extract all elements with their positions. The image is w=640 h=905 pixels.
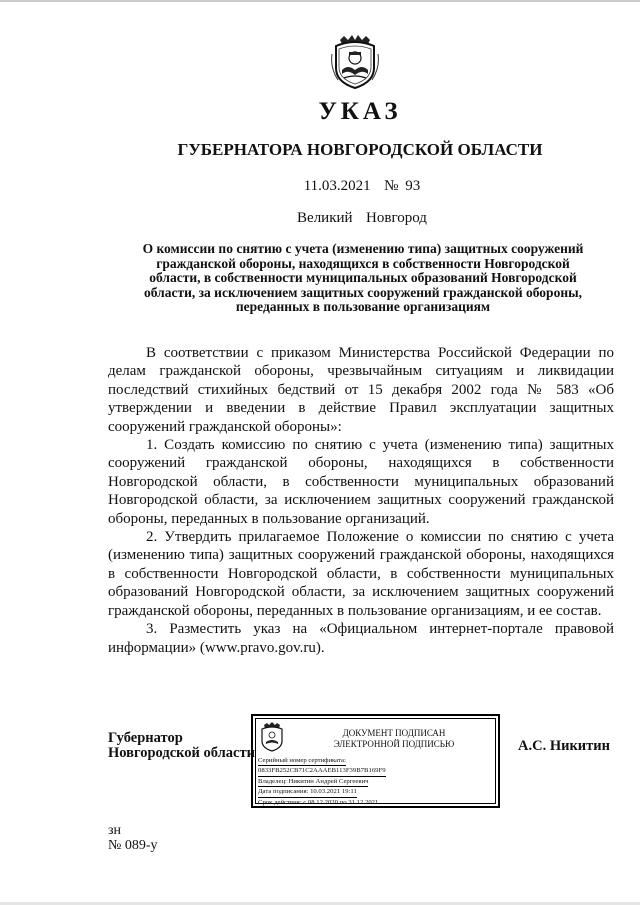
date-number: 11.03.2021 № 93 [303, 178, 421, 194]
stamp-coat-of-arms-icon [259, 722, 285, 752]
preamble-paragraph: В соответствии с приказом Министерства Российской Федерации по делам гражданской обороны, чрезвычайным ситуациям и ликвидации последствий стихийных бедствий от 15 декабря 2002 года № 583 «Об утверждении и введении в действие Правил эксплуатации защитных сооружений гражданской обороны»: [108, 345, 614, 435]
executor-initials: зн [108, 823, 122, 838]
subject-line: области, в собственности муниципальных образований Новгородской [149, 270, 577, 285]
item-2-paragraph: 2. Утвердить прилагаемое Положение о комиссии по снятию с учета (изменению типа) защитных сооружений гражданской обороны, находящихся в собственности Новгородской области, в собственности муниципальных образований Новгородской области, за исключением защитных сооружений гражданской обороны, переданных в пользование организациям, и ее состав. [108, 529, 614, 619]
signer-position [108, 731, 255, 761]
document-title: УКАЗ [318, 98, 402, 125]
subject-line: переданных в пользование организациям [235, 299, 491, 314]
electronic-signature-stamp [251, 714, 500, 808]
item-1-paragraph: 1. Создать комиссию по снятию с учета (изменению типа) защитных сооружений гражданской обороны, находящихся в собственности Новгородской области, в собственности муниципальных образований Новгородской области, за исключением защитных сооружений гражданской обороны, переданных в пользование организаций. [108, 437, 614, 527]
executor-mark [108, 823, 158, 853]
stamp-validity: Срок действия: с 08.12.2020 по 31.12.2021 [258, 799, 378, 808]
coat-of-arms-icon [330, 34, 380, 90]
stamp-owner: Владелец: Никитин Андрей Сергеевич [258, 778, 368, 787]
document-subtitle: ГУБЕРНАТОРА НОВГОРОДСКОЙ ОБЛАСТИ [177, 140, 543, 159]
decree-subject [114, 242, 612, 315]
form-number: № 089-у [108, 838, 158, 853]
stamp-signed-date: Дата подписания: 10.03.2021 19:11 [258, 788, 357, 797]
signer-name: А.С. Никитин [518, 738, 610, 754]
stamp-heading: ДОКУМЕНТ ПОДПИСАН [342, 728, 446, 738]
subject-line: О комиссии по снятию с учета (изменению типа) защитных сооружений [142, 241, 584, 256]
signer-position-line: Новгородской области [108, 745, 255, 761]
stamp-heading: ЭЛЕКТРОННОЙ ПОДПИСЬЮ [333, 739, 455, 749]
item-3-paragraph: 3. Разместить указ на «Официальном интернет-портале правовой информации» (www.pravo.gov.ru). [108, 621, 614, 656]
subject-line: области, за исключением защитных сооружений гражданской обороны, [143, 284, 583, 300]
scan-edge-top [0, 0, 640, 2]
subject-line: гражданской обороны, находящихся в собственности Новгородской [156, 255, 570, 271]
signer-position-line: Губернатор [108, 730, 183, 746]
stamp-serial: 0833FB252CB71C2AAAEB113F39B7B169F9 [258, 767, 386, 776]
decree-body [108, 344, 614, 657]
city: Великий Новгород [297, 210, 427, 226]
stamp-details [258, 756, 386, 808]
stamp-serial-label: Серийный номер сертификата: [258, 757, 346, 766]
